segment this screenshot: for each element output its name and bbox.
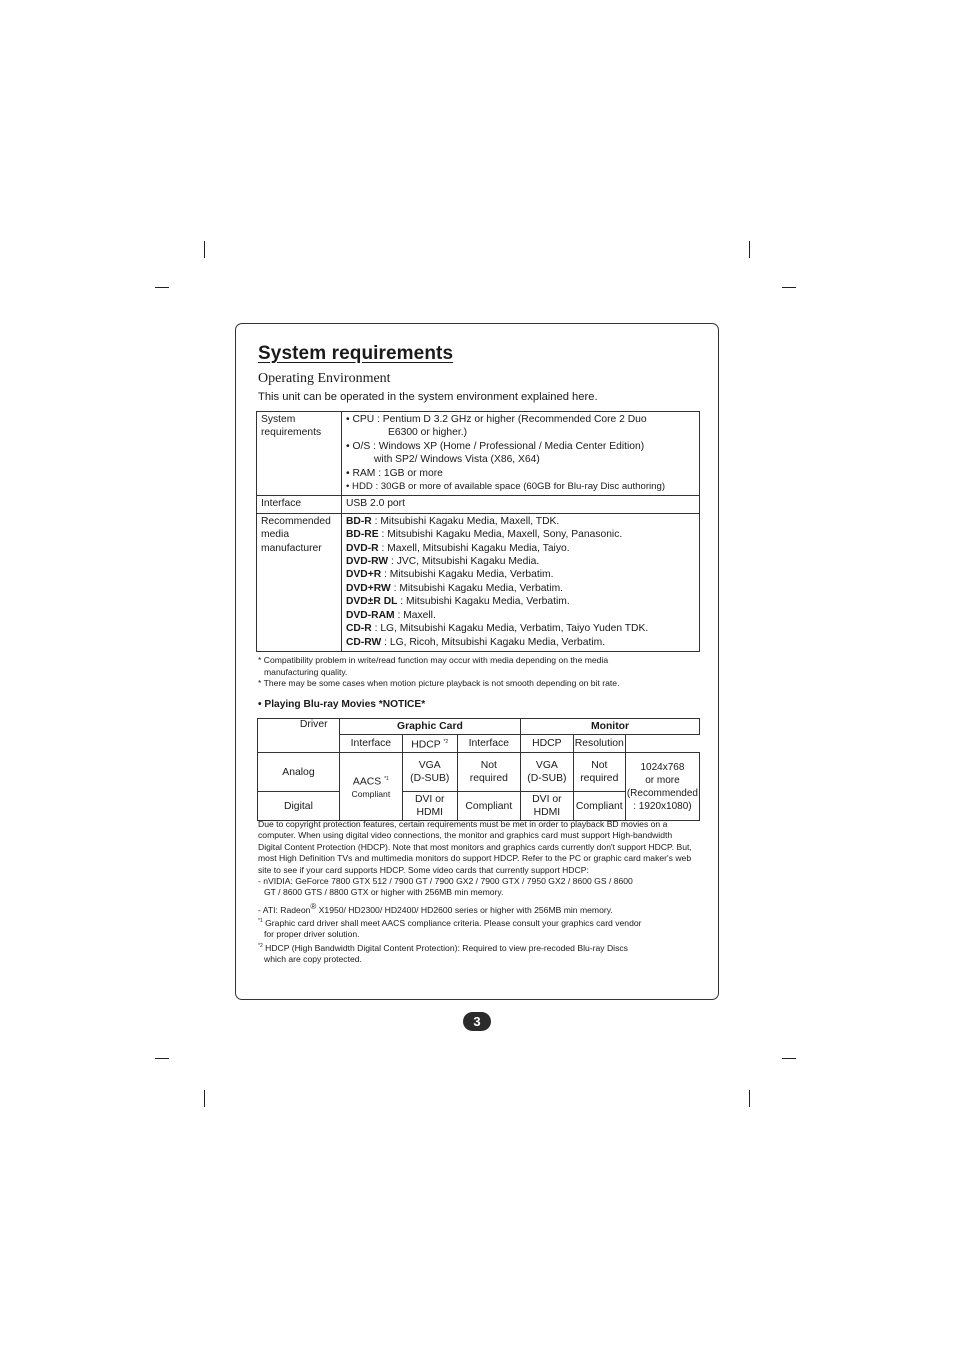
cell-text: X1950/ HD2300/ HD2400/ HD2600 series or higher with 256MB min memory. [316, 904, 613, 915]
cell-text: (D-SUB) [410, 773, 450, 785]
table-row [258, 753, 700, 792]
table-cell [257, 513, 342, 651]
page-number: 3 [463, 1012, 491, 1031]
media-item [346, 609, 695, 622]
footnote-mark: *2 [443, 739, 449, 745]
media-makers: : Mitsubishi Kagaku Media, Verbatim. [381, 569, 554, 581]
hdcp-header: HDCP [411, 739, 441, 751]
media-item [346, 582, 695, 595]
table-cell: HDCP [521, 735, 574, 753]
table-cell [573, 753, 625, 792]
row-label: requirements [261, 427, 322, 439]
note: manufacturing quality. [264, 666, 348, 677]
section-subtitle: Operating Environment [258, 371, 391, 386]
list-item: - nVIDIA: GeForce 7800 GTX 512 / 7900 GT / 7900 GX2 / 7900 GTX / 7950 GX2 / 8600 GS / 8600 [258, 876, 633, 887]
crop-mark [204, 1090, 205, 1107]
media-makers: : Mitsubishi Kagaku Media, Verbatim. [397, 596, 570, 608]
crop-mark [782, 1058, 796, 1059]
cell-text: - ATI: Radeon [258, 904, 311, 915]
cell-text: : 1920x1080) [633, 800, 692, 812]
intro-text: This unit can be operated in the system environment explained here. [258, 391, 598, 403]
table-cell: Resolution [573, 735, 625, 753]
media-type: DVD-RAM [346, 609, 395, 621]
crop-mark [155, 287, 169, 288]
table-row [257, 513, 700, 651]
hdd-spec: • HDD : 30GB or more of available space (60GB for Blu-ray Disc authoring) [346, 481, 666, 493]
page-title: System requirements [258, 343, 454, 364]
media-item [346, 622, 695, 635]
table-cell [402, 735, 457, 753]
driver-label: Driver [299, 719, 328, 730]
table-cell: Analog [258, 753, 340, 792]
media-item [346, 515, 695, 528]
table-row [257, 496, 700, 513]
note: * Compatibility problem in write/read function may occur with media depending on the media [258, 655, 609, 665]
media-makers: : Maxell. [394, 609, 436, 621]
table-row [258, 719, 700, 735]
footnote: for proper driver solution. [264, 929, 360, 940]
operating-environment-table [256, 411, 700, 652]
table-cell [257, 412, 342, 496]
paragraph: Due to copyright protection features, certain requirements must be met in order to playback BD movies on a computer. When using digital video connections, the monitor and graphics card must support High-bandwidth Digital Content Protection (HDCP). Note that most monitors and graphics cards currently don't support HDCP. But, most High Definition TVs and multimedia monitors do support HDCP. Refer to the PC or graphic card maker's web site to see if your card supports HDCP. Some video cards that currently support HDCP: [258, 819, 692, 875]
aacs-label: AACS [352, 776, 382, 788]
footnote [258, 916, 698, 929]
media-makers: : Mitsubishi Kagaku Media, Maxell, Sony, Panasonic. [378, 529, 623, 541]
cell-text: VGA [535, 760, 558, 772]
cell-text: 1024x768 [640, 761, 685, 773]
cell-text: Graphic card driver shall meet AACS compliance criteria. Please consult your graphics card vendor [262, 917, 642, 928]
media-item [346, 595, 695, 608]
media-item [346, 528, 695, 541]
table-cell [339, 753, 402, 821]
row-label: media [261, 529, 290, 541]
footnote [258, 941, 698, 954]
footnote-mark: *1 [384, 775, 389, 782]
table-cell [299, 719, 520, 735]
table-cell: Compliant [457, 792, 520, 821]
cell-text: required [469, 773, 508, 785]
table-cell: USB 2.0 port [342, 496, 700, 513]
media-type: CD-RW [346, 636, 382, 648]
row-label: Recommended [261, 515, 331, 527]
row-label: System [261, 414, 296, 425]
media-item [346, 636, 695, 649]
media-item [346, 568, 695, 581]
table-cell [402, 753, 457, 792]
table-cell: Compliant [573, 792, 625, 821]
media-type: BD-RE [346, 529, 379, 541]
table-cell: Interface [339, 735, 402, 753]
table-cell: DVI or HDMI [521, 792, 574, 821]
os-spec: with SP2/ Windows Vista (X86, X64) [374, 454, 540, 466]
crop-mark [155, 1058, 169, 1059]
cell-text: Not [591, 760, 608, 772]
media-type: CD-R [346, 623, 372, 635]
media-type: DVD+RW [346, 582, 391, 594]
cell-text: VGA [418, 760, 441, 772]
media-makers: : Mitsubishi Kagaku Media, Maxell, TDK. [371, 515, 560, 527]
crop-mark [749, 241, 750, 258]
cell-text: or more [645, 774, 680, 786]
row-label: manufacturer [261, 542, 322, 554]
table-cell [521, 753, 574, 792]
ram-spec: • RAM : 1GB or more [346, 467, 443, 479]
bluray-requirements-table [257, 718, 700, 821]
list-item: GT / 8600 GTS / 8800 GTX or higher with 256MB min memory. [264, 887, 504, 898]
aacs-compliant: Compliant [351, 789, 391, 800]
table-cell: Interface [257, 496, 342, 513]
table-row [257, 412, 700, 496]
os-spec: • O/S : Windows XP (Home / Professional / Media Center Edition) [346, 440, 645, 452]
media-makers: : JVC, Mitsubishi Kagaku Media. [388, 556, 540, 568]
crop-mark [782, 287, 796, 288]
table-cell: DVI or HDMI [402, 792, 457, 821]
list-item [258, 901, 698, 916]
footnote: which are copy protected. [264, 954, 362, 965]
registered-mark: ® [310, 901, 317, 911]
media-type: DVD-R [346, 542, 379, 554]
table-cell: Interface [457, 735, 520, 753]
media-type: DVD-RW [346, 556, 389, 568]
media-item [346, 542, 695, 555]
table-cell [625, 753, 699, 821]
cell-text: HDCP (High Bandwidth Digital Content Protection): Required to view pre-recoded Blu-ray Discs [262, 942, 628, 953]
media-makers: : Maxell, Mitsubishi Kagaku Media, Taiyo. [378, 542, 570, 554]
cell-text: (D-SUB) [527, 773, 567, 785]
hdcp-explanation [258, 819, 698, 965]
notice-heading: • Playing Blu-ray Movies *NOTICE* [258, 699, 426, 710]
cell-text: required [580, 773, 619, 785]
footnote-mark: *1 [258, 918, 263, 925]
table-cell: Digital [258, 792, 340, 821]
media-makers: : Mitsubishi Kagaku Media, Verbatim. [390, 582, 564, 594]
media-makers: : LG, Mitsubishi Kagaku Media, Verbatim, Taiyo Yuden TDK. [371, 623, 649, 635]
media-makers: : LG, Ricoh, Mitsubishi Kagaku Media, Verbatim. [381, 636, 606, 648]
table-cell [342, 412, 700, 496]
cpu-spec: E6300 or higher.) [388, 427, 467, 439]
table-cell [457, 753, 520, 792]
media-item [346, 555, 695, 568]
crop-mark [204, 241, 205, 258]
cell-text: Not [480, 760, 497, 772]
footnote-mark: *2 [258, 942, 263, 949]
media-type: DVD±R DL [346, 596, 398, 608]
cell-text: (Recommended [626, 787, 698, 799]
monitor-header: Monitor [521, 719, 700, 735]
note: * There may be some cases when motion picture playback is not smooth depending on bit rate. [258, 678, 620, 688]
media-type: DVD+R [346, 569, 382, 581]
compatibility-notes [258, 655, 698, 690]
crop-mark [749, 1090, 750, 1107]
cpu-spec: • CPU : Pentium D 3.2 GHz or higher (Recommended Core 2 Duo [346, 414, 647, 425]
media-type: BD-R [346, 515, 372, 527]
graphic-card-header: Graphic Card [397, 721, 463, 732]
table-cell [342, 513, 700, 651]
